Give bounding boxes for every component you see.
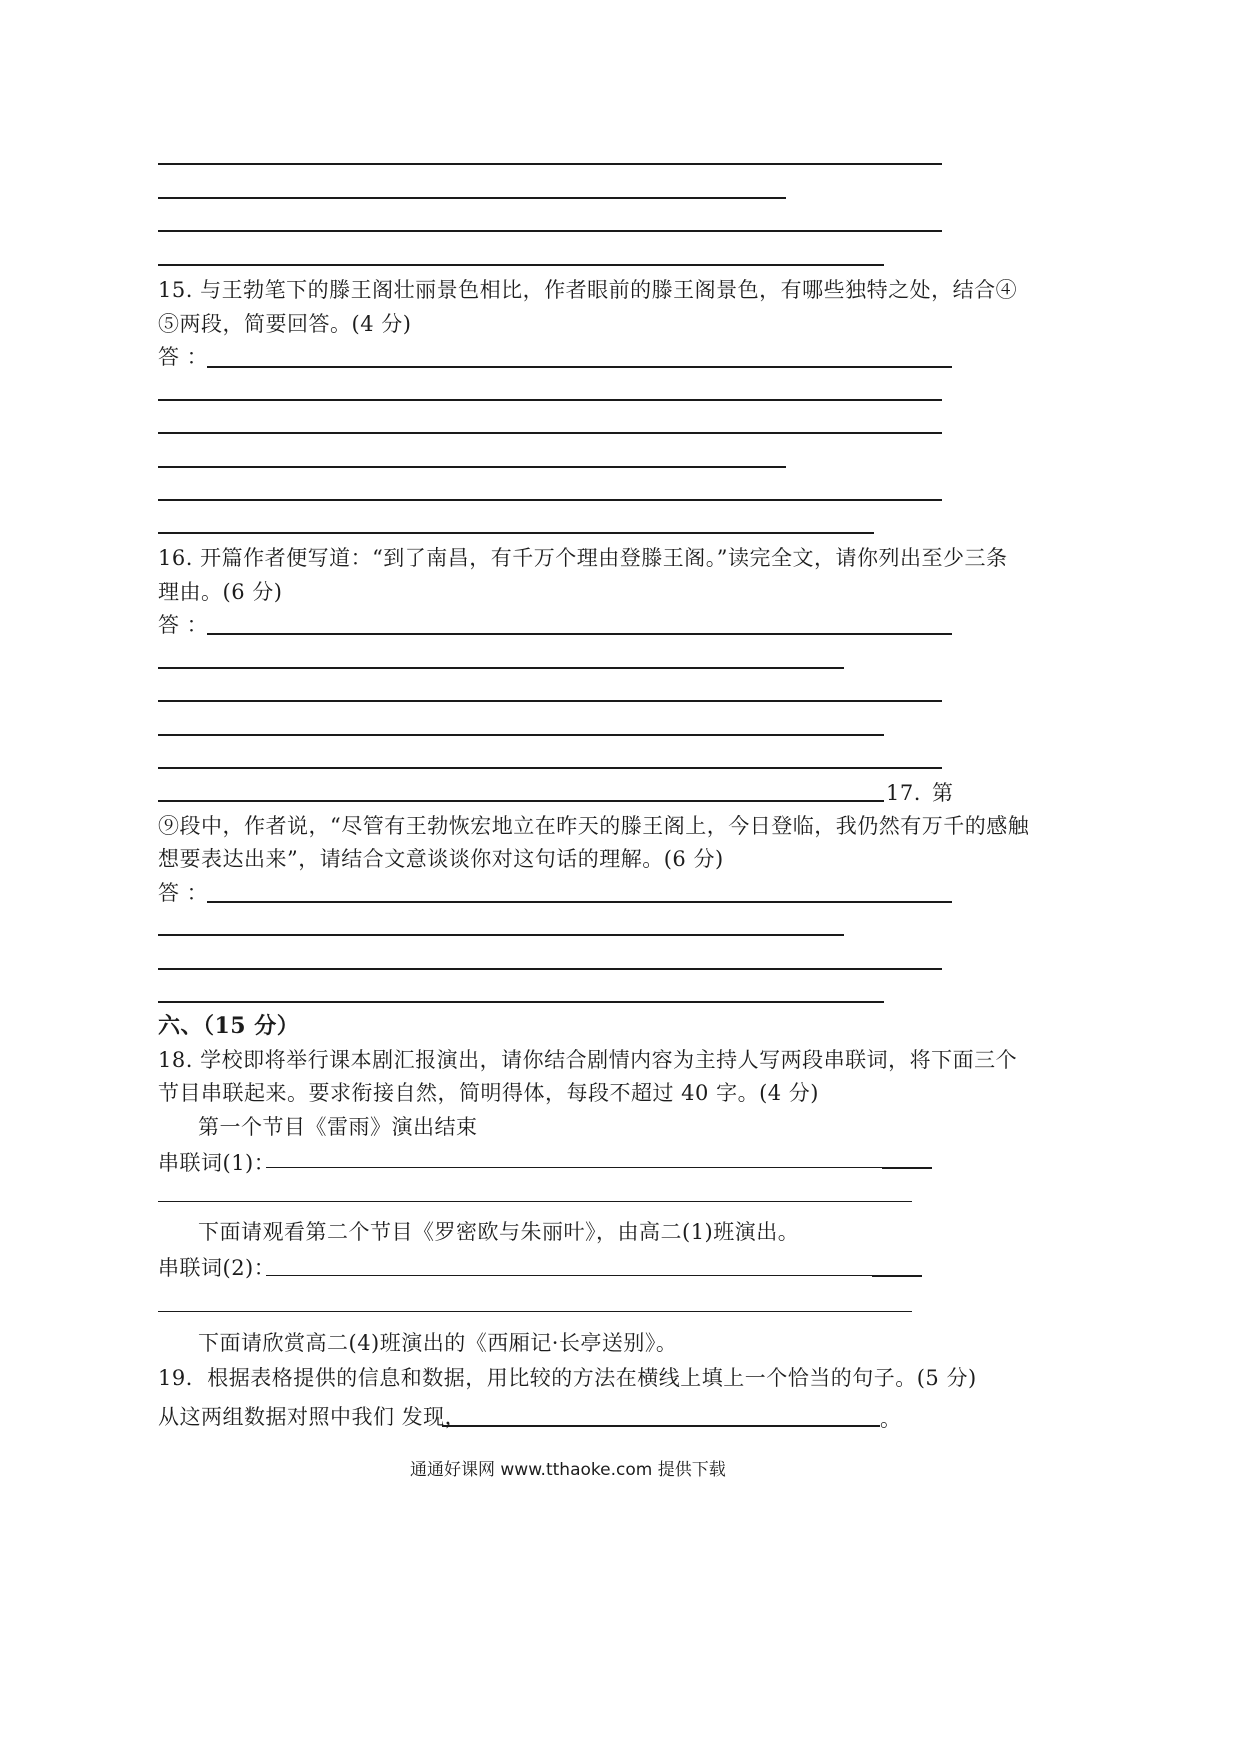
q15-text-line2: ⑤两段，简要回答。(4 分) xyxy=(158,312,412,336)
q17-answer-label: 答 ： xyxy=(158,881,209,905)
section-heading: 六、（15 分） xyxy=(158,1013,300,1039)
q17-text-line2: 想要表达出来”，请结合文意谈谈你对这句话的理解。(6 分) xyxy=(158,847,724,871)
page-footer: 通通好课网 www.tthaoke.com 提供下载 xyxy=(410,1460,726,1480)
q18-link2-line-end[interactable] xyxy=(872,1275,922,1277)
q18-link2-label: 串联词(2)： xyxy=(158,1256,276,1280)
answer-line xyxy=(158,197,786,199)
q16-answer-line[interactable] xyxy=(158,700,942,702)
q15-answer-line[interactable] xyxy=(158,399,942,401)
q18-text-line1: 18. 学校即将举行课本剧汇报演出，请你结合剧情内容为主持人写两段串联词，将下面三个 xyxy=(158,1048,1018,1072)
q16-answer-line[interactable] xyxy=(158,767,942,769)
q18-link2-line[interactable] xyxy=(158,1311,912,1312)
q18-link1-line[interactable] xyxy=(266,1167,882,1168)
q16-answer-label: 答 ： xyxy=(158,613,209,637)
answer-line xyxy=(158,230,942,232)
q17-answer-line[interactable] xyxy=(158,968,942,970)
q15-text-line1: 15. 与王勃笔下的滕王阁壮丽景色相比，作者眼前的滕王阁景色，有哪些独特之处，结合④ xyxy=(158,278,1018,302)
q15-answer-line[interactable] xyxy=(207,366,952,368)
q15-answer-line[interactable] xyxy=(158,466,786,468)
q17-text-line1: ⑨段中，作者说，“尽管有王勃恢宏地立在昨天的滕王阁上，今日登临，我仍然有万千的感触 xyxy=(158,814,1030,838)
q17-answer-line[interactable] xyxy=(207,901,952,903)
answer-line xyxy=(158,264,884,266)
q17-number-tail: 第 xyxy=(932,781,954,805)
answer-line xyxy=(158,163,942,165)
q18-link2-line[interactable] xyxy=(266,1275,872,1276)
q18-program1: 第一个节目《雷雨》演出结束 xyxy=(198,1115,478,1139)
q18-text-line2: 节目串联起来。要求衔接自然，简明得体，每段不超过 40 字。(4 分) xyxy=(158,1081,819,1105)
q18-link1-label: 串联词(1)： xyxy=(158,1151,276,1175)
q15-answer-line[interactable] xyxy=(158,432,942,434)
q17-answer-line[interactable] xyxy=(158,934,844,936)
q19-text-line1: 19．根据表格提供的信息和数据，用比较的方法在横线上填上一个恰当的句子。(5 分) xyxy=(158,1366,977,1390)
q15-answer-label: 答 ： xyxy=(158,345,209,369)
q18-program2: 下面请观看第二个节目《罗密欧与朱丽叶》，由高二(1)班演出。 xyxy=(198,1220,800,1244)
q16-answer-line[interactable] xyxy=(207,633,952,635)
q16-answer-line[interactable] xyxy=(158,734,884,736)
q16-answer-line[interactable] xyxy=(158,800,884,802)
q15-answer-line[interactable] xyxy=(158,499,942,501)
q18-link1-line[interactable] xyxy=(158,1201,912,1202)
q19-text-line2: 从这两组数据对照中我们 发现， xyxy=(158,1405,467,1429)
q17-number: 17. xyxy=(886,781,921,805)
q19-end-mark: 。 xyxy=(880,1407,902,1431)
q19-answer-line[interactable] xyxy=(442,1425,880,1427)
q16-answer-line[interactable] xyxy=(158,667,844,669)
q16-text-line1: 16. 开篇作者便写道：“到了南昌，有千万个理由登滕王阁。”读完全文，请你列出至少三条 xyxy=(158,546,1008,570)
q18-program3: 下面请欣赏高二(4)班演出的《西厢记·长亭送别》。 xyxy=(198,1331,678,1355)
q15-answer-line[interactable] xyxy=(158,532,874,534)
q17-answer-line[interactable] xyxy=(158,1001,884,1003)
q18-link1-line-end[interactable] xyxy=(882,1167,932,1169)
q16-text-line2: 理由。(6 分) xyxy=(158,580,283,604)
